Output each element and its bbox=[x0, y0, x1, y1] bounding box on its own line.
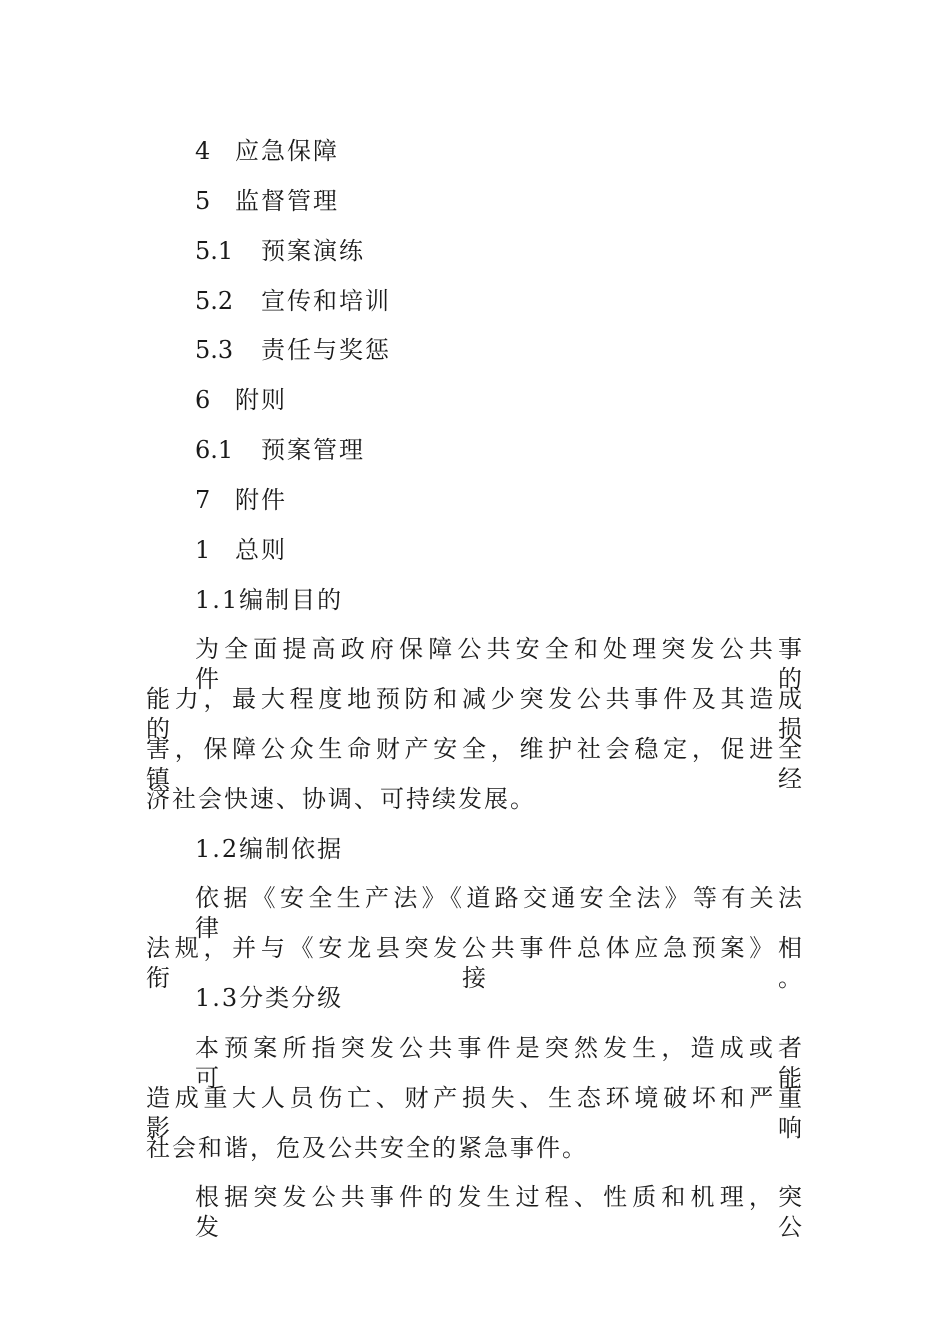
toc-item bbox=[195, 535, 855, 565]
paragraph-line: 造成重大人员伤亡、财产损失、生态环境破坏和严重影响 bbox=[146, 1084, 806, 1142]
section-heading: 1.1编制目的 bbox=[195, 586, 344, 614]
toc-item bbox=[195, 435, 855, 465]
toc-number: 6.1 bbox=[195, 436, 234, 464]
toc-number: 5 bbox=[195, 187, 211, 215]
paragraph-line: 济社会快速、协调、可持续发展。 bbox=[146, 785, 536, 813]
toc-number: 5.1 bbox=[195, 237, 234, 265]
toc-title: 宣传和培训 bbox=[261, 287, 391, 315]
toc-number: 1 bbox=[195, 536, 211, 564]
paragraph-line: 能力，最大程度地预防和减少突发公共事件及其造成的损 bbox=[146, 685, 806, 743]
toc-title: 附件 bbox=[235, 486, 287, 514]
toc-item bbox=[195, 335, 855, 365]
toc-title: 监督管理 bbox=[235, 187, 339, 215]
toc-title: 责任与奖惩 bbox=[261, 336, 391, 364]
toc-number: 7 bbox=[195, 486, 211, 514]
paragraph-line: 依据《安全生产法》《道路交通安全法》等有关法律 bbox=[195, 884, 806, 942]
paragraph-line: 为全面提高政府保障公共安全和处理突发公共事件的 bbox=[195, 635, 806, 693]
paragraph-line: 本预案所指突发公共事件是突然发生，造成或者可能 bbox=[195, 1034, 806, 1092]
toc-title: 应急保障 bbox=[235, 137, 339, 165]
toc-title: 附则 bbox=[235, 386, 287, 414]
toc-number: 6 bbox=[195, 386, 211, 414]
toc-item bbox=[195, 236, 855, 266]
toc-item bbox=[195, 186, 855, 216]
section-heading: 1.2编制依据 bbox=[195, 835, 344, 863]
toc-item bbox=[195, 485, 855, 515]
section-heading: 1.3分类分级 bbox=[195, 984, 344, 1012]
toc-item bbox=[195, 385, 855, 415]
toc-number: 5.2 bbox=[195, 287, 234, 315]
paragraph-line: 害，保障公众生命财产安全，维护社会稳定，促进全镇经 bbox=[146, 735, 806, 793]
toc-number: 5.3 bbox=[195, 336, 234, 364]
toc-item bbox=[195, 136, 855, 166]
paragraph-line: 法规，并与《安龙县突发公共事件总体应急预案》相衔接。 bbox=[146, 934, 806, 992]
toc-item bbox=[195, 286, 855, 316]
paragraph-line: 社会和谐，危及公共安全的紧急事件。 bbox=[146, 1134, 588, 1162]
toc-title: 预案管理 bbox=[261, 436, 365, 464]
toc-number: 4 bbox=[195, 137, 211, 165]
toc-title: 预案演练 bbox=[261, 237, 365, 265]
toc-title: 总则 bbox=[235, 536, 287, 564]
paragraph-line: 根据突发公共事件的发生过程、性质和机理，突发公 bbox=[195, 1183, 806, 1241]
